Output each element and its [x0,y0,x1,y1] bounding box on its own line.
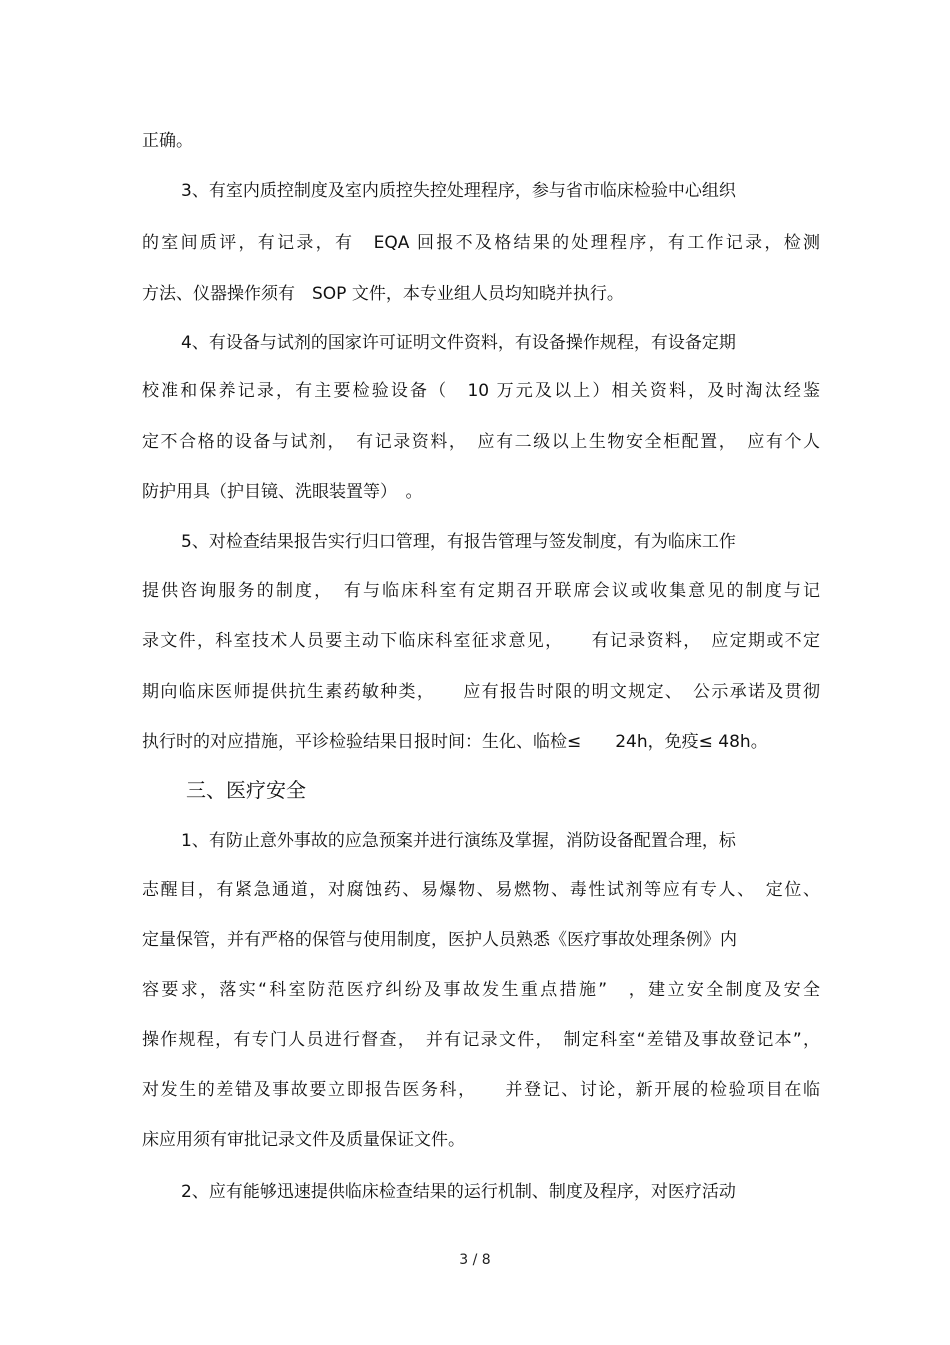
text-line: 的室间质评，有记录，有 EQA 回报不及格结果的处理程序，有工作记录，检测 [142,233,820,253]
text-line: 执行时的对应措施，平诊检验结果日报时间：生化、临检≤ 24h，免疫≤ 48h。 [142,732,768,752]
text-line: 志醒目，有紧急通道，对腐蚀药、易爆物、易燃物、毒性试剂等应有专人、 定位、 [142,880,820,900]
text-line: 容要求，落实“科室防范医疗纠纷及事故发生重点措施” ，建立安全制度及安全 [142,980,820,1000]
page-number: 3 / 8 [459,1252,491,1268]
section-heading: 三、医疗安全 [186,778,306,802]
text-line: 校准和保养记录，有主要检验设备（ 10 万元及以上）相关资料，及时淘汰经鉴 [142,381,820,401]
text-line: 方法、仪器操作须有 SOP 文件，本专业组人员均知晓并执行。 [142,284,624,304]
text-line: 提供咨询服务的制度， 有与临床科室有定期召开联席会议或收集意见的制度与记 [142,581,820,601]
text-line: 5、对检查结果报告实行归口管理，有报告管理与签发制度，有为临床工作 [181,532,736,552]
text-line: 定不合格的设备与试剂， 有记录资料， 应有二级以上生物安全柜配置， 应有个人 [142,432,820,452]
text-line: 录文件，科室技术人员要主动下临床科室征求意见， 有记录资料， 应定期或不定 [142,631,820,651]
text-line: 3、有室内质控制度及室内质控失控处理程序，参与省市临床检验中心组织 [181,181,736,201]
text-line: 定量保管，并有严格的保管与使用制度，医护人员熟悉《医疗事故处理条例》内 [142,930,737,950]
text-line: 防护用具（护目镜、洗眼装置等） 。 [142,482,423,502]
text-line: 操作规程，有专门人员进行督查， 并有记录文件， 制定科室“差错及事故登记本”， [142,1030,820,1050]
text-line: 2、应有能够迅速提供临床检查结果的运行机制、制度及程序，对医疗活动 [181,1182,736,1202]
text-line: 1、有防止意外事故的应急预案并进行演练及掌握，消防设备配置合理，标 [181,831,736,851]
text-line: 对发生的差错及事故要立即报告医务科， 并登记、讨论，新开展的检验项目在临 [142,1080,820,1100]
text-line: 期向临床医师提供抗生素药敏种类， 应有报告时限的明文规定、 公示承诺及贯彻 [142,682,820,702]
text-line: 4、有设备与试剂的国家许可证明文件资料，有设备操作规程，有设备定期 [181,333,736,353]
text-line: 床应用须有审批记录文件及质量保证文件。 [142,1130,465,1150]
text-line: 正确。 [142,131,193,151]
